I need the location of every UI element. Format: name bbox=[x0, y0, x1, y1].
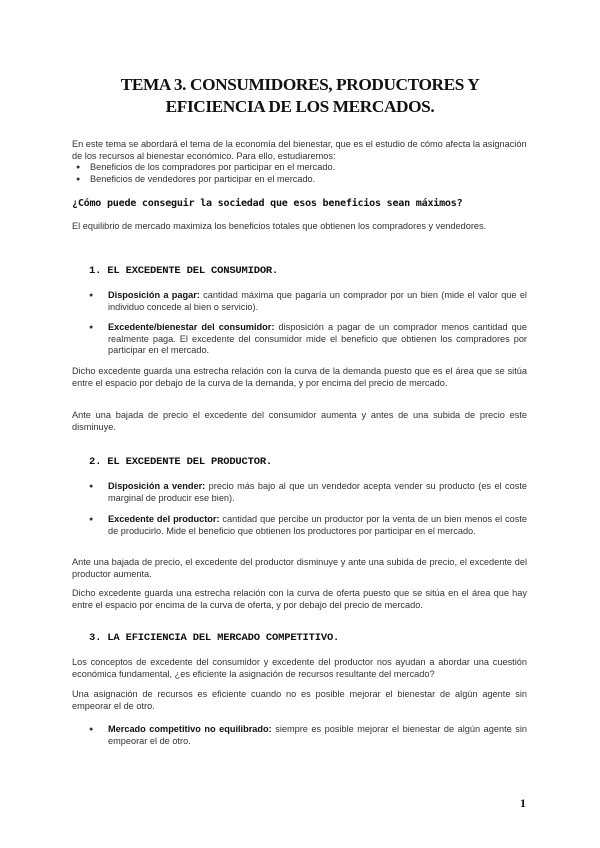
bullet-term: Disposición a vender: bbox=[108, 481, 206, 491]
bullet-icon: ● bbox=[89, 324, 94, 331]
bullet-icon: ● bbox=[89, 516, 94, 523]
section-3-bullet bbox=[89, 724, 527, 747]
question-heading: ¿Cómo puede conseguir la sociedad que esos beneficios sean máximos? bbox=[72, 198, 463, 209]
section-1-bullet bbox=[89, 322, 527, 357]
section-2-paragraph: Dicho excedente guarda una estrecha relación con la curva de oferta puesto que se sitúa en el área que hay entre el espacio por encima de la curva de oferta, y por debajo del precio de mercado. bbox=[72, 588, 527, 610]
intro-paragraph: En este tema se abordará el tema de la economía del bienestar, que es el estudio de cómo afecta la asignación de los recursos al bienestar económico. Para ello, estudiaremos: bbox=[72, 139, 527, 161]
section-3-paragraph: Una asignación de recursos es eficiente cuando no es posible mejorar el bienestar de algún agente sin empeorar el de otro. bbox=[72, 689, 527, 711]
bullet-icon: ● bbox=[89, 726, 94, 733]
page-title: TEMA 3. CONSUMIDORES, PRODUCTORES Y EFICIENCIA DE LOS MERCADOS. bbox=[120, 75, 480, 116]
section-1-heading: 1. EL EXCEDENTE DEL CONSUMIDOR. bbox=[89, 265, 279, 277]
intro-list-item: ● Beneficios de los compradores por participar en el mercado. bbox=[72, 162, 527, 174]
section-2-heading: 2. EL EXCEDENTE DEL PRODUCTOR. bbox=[89, 456, 273, 468]
section-2-paragraph: Ante una bajada de precio, el excedente del productor disminuye y ante una subida de precio, el excedente del productor aumenta. bbox=[72, 557, 527, 579]
section-3-paragraph: Los conceptos de excedente del consumidor y excedente del productor nos ayudan a abordar una cuestión económica fundamental, ¿es eficiente la asignación de recursos resultante del mercado? bbox=[72, 657, 527, 679]
section-2-bullet bbox=[89, 481, 527, 504]
bullet-icon: ● bbox=[89, 483, 94, 490]
bullet-text: siempre es posible mejorar el bienestar de algún agente sin empeorar el de otro. bbox=[108, 724, 528, 746]
section-1-paragraph: Ante una bajada de precio el excedente del consumidor aumenta y antes de una subida de precio este disminuye. bbox=[72, 410, 527, 432]
section-2-bullet bbox=[89, 514, 527, 537]
section-1-bullet bbox=[89, 290, 527, 313]
section-3-heading: 3. LA EFICIENCIA DEL MERCADO COMPETITIVO. bbox=[89, 632, 340, 644]
bullet-text: cantidad que percibe un productor por la venta de un bien menos el coste de producirlo. Mide el beneficio que obtienen los productores por participar en el mercado. bbox=[108, 514, 527, 536]
bullet-text: cantidad máxima que pagaría un comprador por un bien (mide el valor que el individuo concede al bien o servicio). bbox=[108, 290, 527, 312]
bullet-term: Excedente del productor: bbox=[108, 514, 220, 524]
section-1-paragraph: Dicho excedente guarda una estrecha relación con la curva de la demanda puesto que es el área que se sitúa entre el espacio por debajo de la curva de la demanda, y por encima del precio de mercado. bbox=[72, 366, 527, 388]
answer-paragraph: El equilibrio de mercado maximiza los beneficios totales que obtienen los compradores y vendedores. bbox=[72, 221, 487, 231]
intro-list bbox=[72, 162, 527, 185]
bullet-term: Disposición a pagar: bbox=[108, 290, 200, 300]
bullet-text: precio más bajo al que un vendedor acepta vender su producto (es el coste marginal de producir ese bien). bbox=[108, 481, 527, 503]
bullet-icon: ● bbox=[89, 292, 94, 299]
bullet-text: disposición a pagar de un comprador menos cantidad que realmente paga. El excedente del consumidor mide el beneficio que obtienen los compradores por participar en el mercado. bbox=[108, 322, 527, 356]
intro-list-item: ● Beneficios de vendedores por participar en el mercado. bbox=[72, 174, 527, 186]
bullet-term: Mercado competitivo no equilibrado: bbox=[108, 724, 272, 734]
page-number: 1 bbox=[520, 796, 526, 810]
bullet-term: Excedente/bienestar del consumidor: bbox=[108, 322, 275, 332]
intro-block bbox=[72, 139, 527, 185]
